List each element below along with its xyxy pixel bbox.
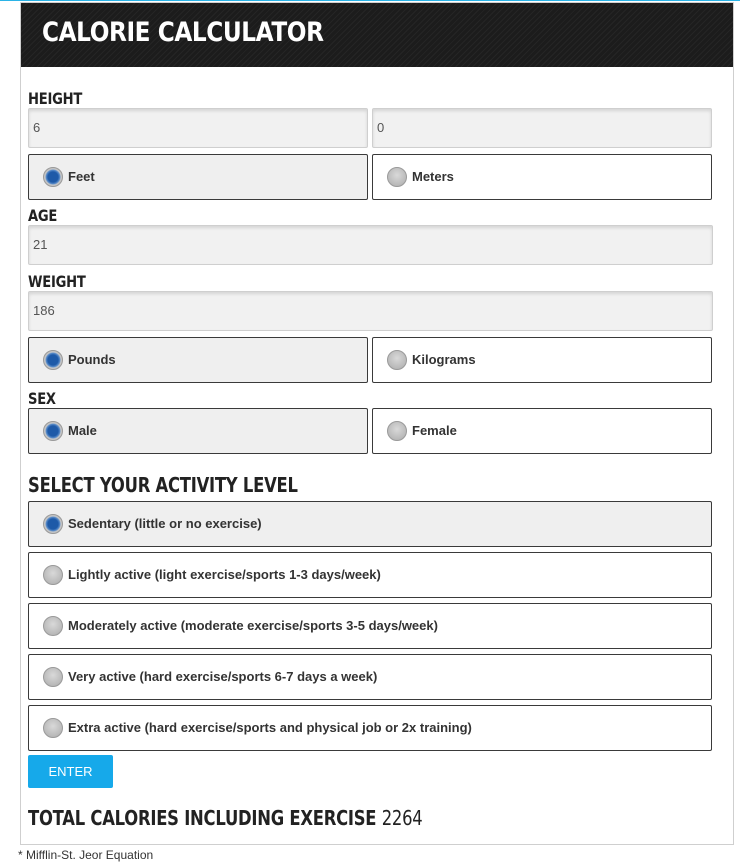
weight-unit-kilograms-option[interactable]	[372, 337, 712, 383]
weight-unit-kilograms-label: Kilograms	[412, 352, 476, 367]
radio-selected-icon	[43, 514, 63, 534]
activity-option-extra-active[interactable]	[28, 705, 712, 751]
activity-option-moderately-active[interactable]	[28, 603, 712, 649]
total-calories-value: 2264	[381, 806, 423, 830]
height-feet-input[interactable]: 6	[28, 108, 368, 148]
top-accent-line	[0, 0, 740, 1]
activity-option-very-active[interactable]	[28, 654, 712, 700]
height-unit-meters-option[interactable]	[372, 154, 712, 200]
activity-option-label: Very active (hard exercise/sports 6-7 days a week)	[68, 669, 378, 684]
height-unit-meters-label: Meters	[412, 169, 454, 184]
activity-option-label: Moderately active (moderate exercise/sports 3-5 days/week)	[68, 618, 438, 633]
weight-input[interactable]: 186	[28, 291, 713, 331]
age-input[interactable]: 21	[28, 225, 713, 265]
calculator-header	[21, 3, 733, 67]
height-unit-feet-label: Feet	[68, 169, 95, 184]
radio-selected-icon	[43, 421, 63, 441]
activity-option-sedentary[interactable]	[28, 501, 712, 547]
height-inches-input[interactable]: 0	[372, 108, 712, 148]
activity-option-label: Sedentary (little or no exercise)	[68, 516, 262, 531]
activity-option-lightly-active[interactable]	[28, 552, 712, 598]
age-label: AGE	[28, 206, 58, 225]
radio-unselected-icon	[43, 565, 63, 585]
activity-heading: SELECT YOUR ACTIVITY LEVEL	[28, 473, 298, 497]
weight-unit-pounds-option[interactable]	[28, 337, 368, 383]
sex-male-label: Male	[68, 423, 97, 438]
radio-selected-icon	[43, 350, 63, 370]
height-unit-feet-option[interactable]	[28, 154, 368, 200]
enter-button[interactable]: ENTER	[28, 755, 113, 788]
sex-female-label: Female	[412, 423, 457, 438]
radio-unselected-icon	[43, 667, 63, 687]
radio-unselected-icon	[43, 718, 63, 738]
total-calories-label: TOTAL CALORIES INCLUDING EXERCISE	[28, 806, 377, 830]
radio-selected-icon	[43, 167, 63, 187]
radio-unselected-icon	[387, 350, 407, 370]
activity-option-label: Lightly active (light exercise/sports 1-3 days/week)	[68, 567, 381, 582]
calculator-title: CALORIE CALCULATOR	[42, 17, 324, 48]
activity-option-label: Extra active (hard exercise/sports and physical job or 2x training)	[68, 720, 472, 735]
calorie-calculator-card	[20, 2, 734, 845]
total-calories	[28, 806, 422, 830]
sex-male-option[interactable]	[28, 408, 368, 454]
equation-footnote: * Mifflin-St. Jeor Equation	[18, 848, 154, 862]
radio-unselected-icon	[387, 167, 407, 187]
sex-label: SEX	[28, 389, 56, 408]
sex-female-option[interactable]	[372, 408, 712, 454]
weight-unit-pounds-label: Pounds	[68, 352, 116, 367]
radio-unselected-icon	[387, 421, 407, 441]
height-label: HEIGHT	[28, 89, 83, 108]
radio-unselected-icon	[43, 616, 63, 636]
weight-label: WEIGHT	[28, 272, 86, 291]
